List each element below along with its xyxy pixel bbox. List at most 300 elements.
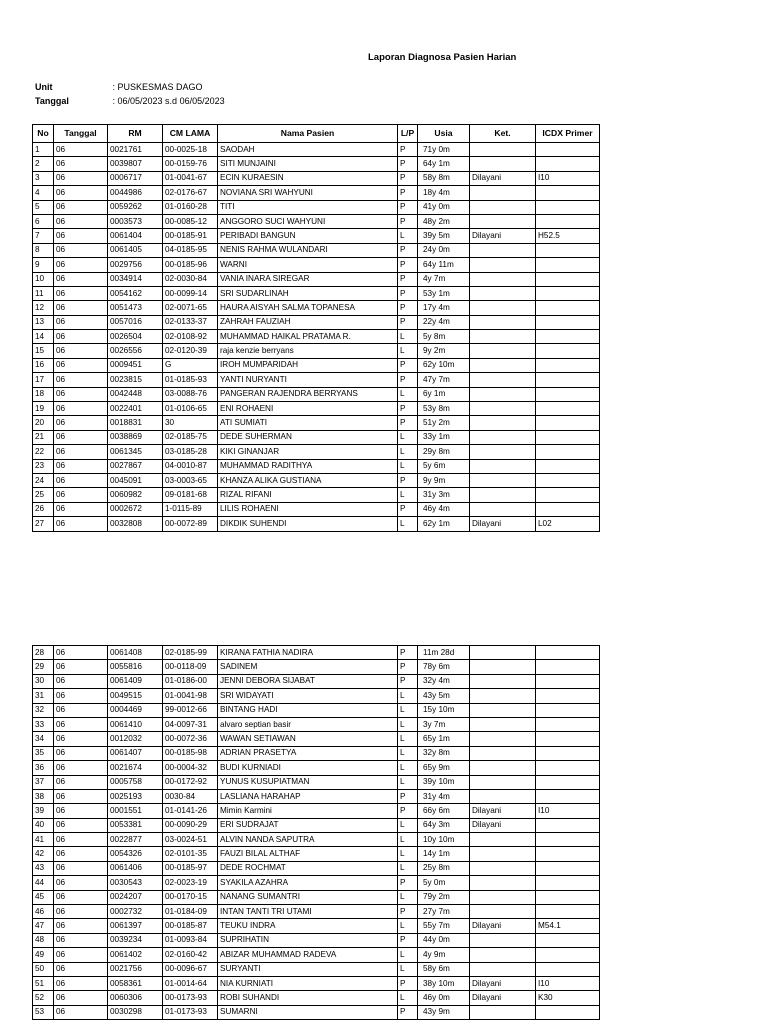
cell-usia: 32y 4m: [418, 674, 470, 688]
table-row: [33, 445, 600, 459]
cell-usia: 65y 9m: [418, 761, 470, 775]
cell-nama-pasien: DEDE SUHERMAN: [218, 430, 398, 444]
cell-usia: 71y 0m: [418, 143, 470, 157]
cell-icdx-primer: [536, 962, 600, 976]
cell-usia: 48y 2m: [418, 214, 470, 228]
cell-rm: 0058361: [108, 976, 163, 990]
cell-tanggal: 06: [54, 674, 108, 688]
cell-no: 20: [33, 416, 54, 430]
cell-rm: 0044986: [108, 186, 163, 200]
cell-rm: 0030298: [108, 1005, 163, 1019]
table-row: [33, 761, 600, 775]
cell-tanggal: 06: [54, 315, 108, 329]
cell-ket: [470, 761, 536, 775]
cell-icdx-primer: [536, 833, 600, 847]
cell-rm: 0060306: [108, 991, 163, 1005]
cell-ket: [470, 286, 536, 300]
cell-no: 21: [33, 430, 54, 444]
cell-cm-lama: 00-0118-09: [163, 660, 218, 674]
cell-rm: 0061409: [108, 674, 163, 688]
cell-tanggal: 06: [54, 143, 108, 157]
cell-icdx-primer: [536, 373, 600, 387]
table-row: [33, 775, 600, 789]
cell-lp: L: [398, 919, 418, 933]
table-row: [33, 330, 600, 344]
cell-usia: 18y 4m: [418, 186, 470, 200]
cell-icdx-primer: [536, 890, 600, 904]
cell-cm-lama: 00-0185-98: [163, 746, 218, 760]
cell-nama-pasien: ZAHRAH FAUZIAH: [218, 315, 398, 329]
col-rm-header: RM: [108, 125, 163, 143]
cell-nama-pasien: DIKDIK SUHENDI: [218, 517, 398, 531]
cell-tanggal: 06: [54, 473, 108, 487]
cell-lp: P: [398, 905, 418, 919]
cell-tanggal: 06: [54, 387, 108, 401]
cell-rm: 0061408: [108, 646, 163, 660]
cell-cm-lama: 02-0030-84: [163, 272, 218, 286]
cell-nama-pasien: SADINEM: [218, 660, 398, 674]
cell-tanggal: 06: [54, 157, 108, 171]
cell-rm: 0061345: [108, 445, 163, 459]
cell-icdx-primer: [536, 1005, 600, 1019]
cell-rm: 0039234: [108, 933, 163, 947]
cell-usia: 33y 1m: [418, 430, 470, 444]
table-header: [33, 125, 600, 143]
cell-cm-lama: 01-0184-09: [163, 905, 218, 919]
cell-tanggal: 06: [54, 416, 108, 430]
cell-rm: 0032808: [108, 517, 163, 531]
cell-rm: 0061406: [108, 861, 163, 875]
cell-lp: L: [398, 775, 418, 789]
cell-lp: L: [398, 861, 418, 875]
col-icdx-header: ICDX Primer: [536, 125, 600, 143]
cell-rm: 0001551: [108, 804, 163, 818]
cell-ket: [470, 833, 536, 847]
cell-cm-lama: 00-0085-12: [163, 214, 218, 228]
cell-no: 45: [33, 890, 54, 904]
cell-usia: 66y 6m: [418, 804, 470, 818]
cell-usia: 39y 5m: [418, 229, 470, 243]
cell-tanggal: 06: [54, 358, 108, 372]
cell-usia: 9y 9m: [418, 473, 470, 487]
cell-cm-lama: 02-0133-37: [163, 315, 218, 329]
cell-no: 44: [33, 876, 54, 890]
cell-cm-lama: 00-0099-14: [163, 286, 218, 300]
cell-no: 8: [33, 243, 54, 257]
cell-rm: 0021674: [108, 761, 163, 775]
cell-no: 32: [33, 703, 54, 717]
cell-rm: 0057016: [108, 315, 163, 329]
cell-usia: 17y 4m: [418, 301, 470, 315]
cell-ket: [470, 143, 536, 157]
table-row: [33, 473, 600, 487]
cell-no: 42: [33, 847, 54, 861]
cell-tanggal: 06: [54, 689, 108, 703]
cell-no: 38: [33, 789, 54, 803]
cell-ket: [470, 416, 536, 430]
cell-rm: 0059262: [108, 200, 163, 214]
table-row: [33, 301, 600, 315]
cell-nama-pasien: SYAKILA AZAHRA: [218, 876, 398, 890]
col-usia-header: Usia: [418, 125, 470, 143]
cell-tanggal: 06: [54, 243, 108, 257]
cell-nama-pasien: WARNI: [218, 258, 398, 272]
cell-cm-lama: 00-0004-32: [163, 761, 218, 775]
cell-icdx-primer: [536, 243, 600, 257]
cell-icdx-primer: [536, 761, 600, 775]
cell-icdx-primer: K30: [536, 991, 600, 1005]
table-row: [33, 660, 600, 674]
table-row: [33, 430, 600, 444]
cell-ket: [470, 876, 536, 890]
cell-ket: [470, 703, 536, 717]
cell-cm-lama: 01-0041-67: [163, 171, 218, 185]
cell-cm-lama: 99-0012-66: [163, 703, 218, 717]
cell-cm-lama: 04-0097-31: [163, 717, 218, 731]
cell-usia: 27y 7m: [418, 905, 470, 919]
cell-cm-lama: 02-0160-42: [163, 948, 218, 962]
cell-no: 5: [33, 200, 54, 214]
cell-icdx-primer: [536, 330, 600, 344]
cell-tanggal: 06: [54, 962, 108, 976]
cell-no: 28: [33, 646, 54, 660]
cell-icdx-primer: [536, 689, 600, 703]
cell-ket: [470, 344, 536, 358]
cell-tanggal: 06: [54, 818, 108, 832]
cell-nama-pasien: ENI ROHAENI: [218, 402, 398, 416]
cell-ket: [470, 402, 536, 416]
cell-lp: P: [398, 876, 418, 890]
cell-cm-lama: 02-0071-65: [163, 301, 218, 315]
cell-lp: L: [398, 517, 418, 531]
cell-lp: L: [398, 703, 418, 717]
cell-tanggal: 06: [54, 976, 108, 990]
cell-icdx-primer: [536, 933, 600, 947]
cell-tanggal: 06: [54, 402, 108, 416]
cell-no: 49: [33, 948, 54, 962]
cell-icdx-primer: I10: [536, 804, 600, 818]
cell-icdx-primer: [536, 847, 600, 861]
cell-lp: L: [398, 689, 418, 703]
cell-nama-pasien: SUPRIHATIN: [218, 933, 398, 947]
cell-cm-lama: 00-0170-15: [163, 890, 218, 904]
cell-rm: 0054326: [108, 847, 163, 861]
cell-tanggal: 06: [54, 804, 108, 818]
cell-lp: P: [398, 186, 418, 200]
cell-icdx-primer: [536, 272, 600, 286]
cell-no: 22: [33, 445, 54, 459]
cell-tanggal: 06: [54, 373, 108, 387]
cell-rm: 0027867: [108, 459, 163, 473]
cell-ket: [470, 1005, 536, 1019]
cell-tanggal: 06: [54, 272, 108, 286]
cell-lp: P: [398, 646, 418, 660]
cell-usia: 3y 7m: [418, 717, 470, 731]
cell-cm-lama: 01-0106-65: [163, 402, 218, 416]
cell-icdx-primer: I10: [536, 171, 600, 185]
cell-no: 29: [33, 660, 54, 674]
table-row: [33, 358, 600, 372]
cell-tanggal: 06: [54, 905, 108, 919]
cell-rm: 0061397: [108, 919, 163, 933]
cell-nama-pasien: MUHAMMAD HAIKAL PRATAMA R.: [218, 330, 398, 344]
cell-usia: 9y 2m: [418, 344, 470, 358]
cell-cm-lama: 03-0185-28: [163, 445, 218, 459]
cell-nama-pasien: ATI SUMIATI: [218, 416, 398, 430]
cell-icdx-primer: I10: [536, 976, 600, 990]
cell-no: 25: [33, 488, 54, 502]
cell-tanggal: 06: [54, 775, 108, 789]
cell-ket: [470, 387, 536, 401]
cell-lp: P: [398, 502, 418, 516]
cell-usia: 10y 10m: [418, 833, 470, 847]
cell-usia: 15y 10m: [418, 703, 470, 717]
cell-icdx-primer: [536, 186, 600, 200]
table-row: [33, 517, 600, 531]
table-row: [33, 962, 600, 976]
cell-lp: L: [398, 761, 418, 775]
cell-ket: [470, 315, 536, 329]
cell-icdx-primer: [536, 746, 600, 760]
cell-rm: 0026504: [108, 330, 163, 344]
cell-no: 4: [33, 186, 54, 200]
cell-ket: [470, 502, 536, 516]
table-row: [33, 833, 600, 847]
cell-lp: P: [398, 1005, 418, 1019]
cell-no: 19: [33, 402, 54, 416]
cell-ket: [470, 373, 536, 387]
cell-tanggal: 06: [54, 186, 108, 200]
cell-usia: 5y 8m: [418, 330, 470, 344]
cell-ket: [470, 214, 536, 228]
table-row: [33, 157, 600, 171]
cell-rm: 0018831: [108, 416, 163, 430]
table-row: [33, 387, 600, 401]
cell-no: 33: [33, 717, 54, 731]
cell-cm-lama: 00-0072-36: [163, 732, 218, 746]
cell-ket: Dilayani: [470, 919, 536, 933]
cell-no: 31: [33, 689, 54, 703]
cell-no: 46: [33, 905, 54, 919]
cell-rm: 0026556: [108, 344, 163, 358]
cell-nama-pasien: LILIS ROHAENI: [218, 502, 398, 516]
cell-lp: L: [398, 818, 418, 832]
cell-nama-pasien: NENIS RAHMA WULANDARI: [218, 243, 398, 257]
cell-ket: [470, 330, 536, 344]
cell-usia: 22y 4m: [418, 315, 470, 329]
cell-nama-pasien: ECIN KURAESIN: [218, 171, 398, 185]
table-row: [33, 286, 600, 300]
cell-ket: [470, 243, 536, 257]
table-row: [33, 416, 600, 430]
cell-icdx-primer: [536, 948, 600, 962]
unit-row: [35, 82, 203, 92]
cell-rm: 0002732: [108, 905, 163, 919]
cell-ket: [470, 473, 536, 487]
cell-cm-lama: 01-0160-28: [163, 200, 218, 214]
cell-rm: 0061410: [108, 717, 163, 731]
patient-table-page-2: [32, 645, 600, 1020]
cell-ket: [470, 933, 536, 947]
cell-no: 2: [33, 157, 54, 171]
cell-no: 39: [33, 804, 54, 818]
cell-tanggal: 06: [54, 214, 108, 228]
patient-table-page-1: [32, 124, 600, 532]
cell-icdx-primer: [536, 732, 600, 746]
cell-cm-lama: 00-0185-97: [163, 861, 218, 875]
cell-tanggal: 06: [54, 459, 108, 473]
cell-nama-pasien: NOVIANA SRI WAHYUNI: [218, 186, 398, 200]
cell-ket: [470, 646, 536, 660]
cell-lp: P: [398, 286, 418, 300]
cell-no: 40: [33, 818, 54, 832]
cell-no: 27: [33, 517, 54, 531]
cell-cm-lama: 01-0185-93: [163, 373, 218, 387]
cell-tanggal: 06: [54, 746, 108, 760]
cell-icdx-primer: [536, 402, 600, 416]
cell-cm-lama: 02-0176-67: [163, 186, 218, 200]
cell-usia: 64y 1m: [418, 157, 470, 171]
cell-cm-lama: 00-0172-92: [163, 775, 218, 789]
table-row: [33, 315, 600, 329]
table-row: [33, 948, 600, 962]
cell-lp: P: [398, 272, 418, 286]
cell-no: 35: [33, 746, 54, 760]
cell-nama-pasien: YUNUS KUSUPIATMAN: [218, 775, 398, 789]
cell-no: 52: [33, 991, 54, 1005]
cell-usia: 43y 5m: [418, 689, 470, 703]
cell-ket: Dilayani: [470, 991, 536, 1005]
cell-lp: P: [398, 416, 418, 430]
cell-nama-pasien: SUMARNI: [218, 1005, 398, 1019]
cell-cm-lama: 01-0173-93: [163, 1005, 218, 1019]
cell-cm-lama: G: [163, 358, 218, 372]
cell-no: 43: [33, 861, 54, 875]
cell-no: 18: [33, 387, 54, 401]
cell-usia: 11m 28d: [418, 646, 470, 660]
cell-cm-lama: 02-0101-35: [163, 847, 218, 861]
cell-lp: L: [398, 991, 418, 1005]
cell-usia: 64y 11m: [418, 258, 470, 272]
cell-cm-lama: 01-0093-84: [163, 933, 218, 947]
cell-icdx-primer: [536, 143, 600, 157]
cell-tanggal: 06: [54, 301, 108, 315]
cell-tanggal: 06: [54, 258, 108, 272]
cell-ket: [470, 775, 536, 789]
table-row: [33, 905, 600, 919]
cell-icdx-primer: [536, 775, 600, 789]
cell-ket: [470, 459, 536, 473]
cell-no: 13: [33, 315, 54, 329]
cell-tanggal: 06: [54, 991, 108, 1005]
cell-usia: 65y 1m: [418, 732, 470, 746]
cell-usia: 24y 0m: [418, 243, 470, 257]
cell-cm-lama: 02-0023-19: [163, 876, 218, 890]
cell-icdx-primer: [536, 703, 600, 717]
cell-ket: Dilayani: [470, 171, 536, 185]
cell-icdx-primer: [536, 459, 600, 473]
cell-nama-pasien: VANIA INARA SIREGAR: [218, 272, 398, 286]
cell-cm-lama: 02-0185-99: [163, 646, 218, 660]
cell-no: 12: [33, 301, 54, 315]
cell-lp: P: [398, 358, 418, 372]
cell-rm: 0012032: [108, 732, 163, 746]
cell-tanggal: 06: [54, 890, 108, 904]
cell-tanggal: 06: [54, 876, 108, 890]
cell-no: 41: [33, 833, 54, 847]
cell-icdx-primer: [536, 358, 600, 372]
table-row: [33, 229, 600, 243]
cell-icdx-primer: [536, 905, 600, 919]
cell-ket: [470, 660, 536, 674]
cell-ket: [470, 301, 536, 315]
cell-nama-pasien: MUHAMMAD RADITHYA: [218, 459, 398, 473]
cell-lp: L: [398, 746, 418, 760]
col-cm-lama-header: CM LAMA: [163, 125, 218, 143]
cell-rm: 0051473: [108, 301, 163, 315]
cell-lp: P: [398, 171, 418, 185]
unit-value: : PUSKESMAS DAGO: [112, 82, 203, 92]
cell-cm-lama: 00-0159-76: [163, 157, 218, 171]
cell-lp: L: [398, 833, 418, 847]
cell-lp: L: [398, 962, 418, 976]
cell-usia: 4y 7m: [418, 272, 470, 286]
cell-nama-pasien: KHANZA ALIKA GUSTIANA: [218, 473, 398, 487]
table-row: [33, 703, 600, 717]
cell-rm: 0061404: [108, 229, 163, 243]
cell-nama-pasien: IROH MUMPARIDAH: [218, 358, 398, 372]
cell-lp: P: [398, 301, 418, 315]
cell-icdx-primer: [536, 430, 600, 444]
cell-nama-pasien: raja kenzie berryans: [218, 344, 398, 358]
cell-lp: P: [398, 214, 418, 228]
cell-usia: 14y 1m: [418, 847, 470, 861]
col-tanggal-header: Tanggal: [54, 125, 108, 143]
cell-cm-lama: 00-0185-91: [163, 229, 218, 243]
cell-nama-pasien: SRI SUDARLINAH: [218, 286, 398, 300]
cell-cm-lama: 00-0173-93: [163, 991, 218, 1005]
table-row: [33, 200, 600, 214]
cell-cm-lama: 02-0120-39: [163, 344, 218, 358]
cell-icdx-primer: M54.1: [536, 919, 600, 933]
cell-nama-pasien: WAWAN SETIAWAN: [218, 732, 398, 746]
cell-lp: L: [398, 847, 418, 861]
cell-ket: [470, 732, 536, 746]
cell-icdx-primer: [536, 286, 600, 300]
cell-usia: 29y 8m: [418, 445, 470, 459]
cell-lp: L: [398, 229, 418, 243]
cell-ket: [470, 272, 536, 286]
cell-lp: P: [398, 933, 418, 947]
cell-rm: 0023815: [108, 373, 163, 387]
cell-ket: [470, 430, 536, 444]
cell-rm: 0022877: [108, 833, 163, 847]
cell-nama-pasien: HAURA AISYAH SALMA TOPANESA: [218, 301, 398, 315]
col-nama-pasien-header: Nama Pasien: [218, 125, 398, 143]
table-row: [33, 272, 600, 286]
cell-cm-lama: 01-0141-26: [163, 804, 218, 818]
cell-tanggal: 06: [54, 717, 108, 731]
table-row: [33, 243, 600, 257]
cell-no: 15: [33, 344, 54, 358]
cell-nama-pasien: ROBI SUHANDI: [218, 991, 398, 1005]
col-ket-header: Ket.: [470, 125, 536, 143]
cell-tanggal: 06: [54, 286, 108, 300]
cell-lp: P: [398, 660, 418, 674]
table-row: [33, 847, 600, 861]
col-no-header: No: [33, 125, 54, 143]
cell-ket: [470, 717, 536, 731]
